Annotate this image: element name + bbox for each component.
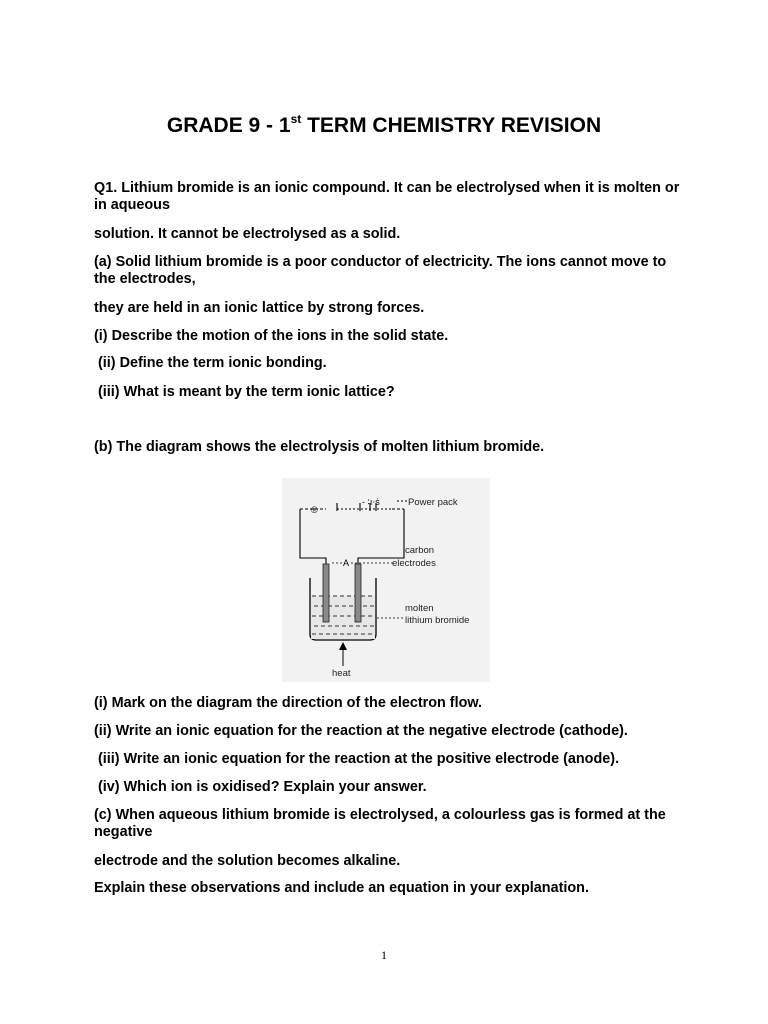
part-a-line-1: (a) Solid lithium bromide is a poor conductor of electricity. The ions cannot move to the electrodes,	[94, 254, 667, 287]
terminal-symbol: ®	[311, 505, 318, 515]
electrodes-label: electrodes	[392, 558, 436, 569]
point-a-label: A	[343, 558, 350, 568]
part-b-intro: (b) The diagram shows the electrolysis of molten lithium bromide.	[94, 439, 545, 455]
part-b-ii: (ii) Write an ionic equation for the reaction at the negative electrode (cathode).	[94, 723, 628, 739]
anode-electrode	[355, 564, 361, 622]
part-c-line-3: Explain these observations and include an equation in your explanation.	[94, 880, 589, 896]
cathode-electrode	[323, 564, 329, 622]
part-b-iii: (iii) Write an ionic equation for the reaction at the positive electrode (anode).	[94, 751, 620, 767]
title-main: GRADE 9 - 1	[166, 114, 291, 137]
heat-label: heat	[332, 668, 351, 679]
title-superscript: st	[290, 112, 302, 126]
part-c-line-1: (c) When aqueous lithium bromide is electrolysed, a colourless gas is formed at the negative	[94, 807, 666, 840]
part-a-ii: (ii) Define the term ionic bonding.	[94, 355, 327, 371]
part-b-iv: (iv) Which ion is oxidised? Explain your answer.	[94, 779, 427, 795]
molten-liquid	[311, 596, 375, 639]
part-a-iii: (iii) What is meant by the term ionic lattice?	[94, 384, 395, 400]
question-intro-line-1: Q1. Lithium bromide is an ionic compound. It can be electrolysed when it is molten or in aqueous	[94, 180, 680, 213]
battery-marks: - ∶ı⋅ṡ	[362, 497, 380, 507]
electrolysis-diagram	[282, 478, 490, 682]
title-rest: TERM CHEMISTRY REVISION	[301, 114, 602, 137]
lithium-bromide-label: lithium bromide	[405, 615, 470, 626]
question-intro-line-2: solution. It cannot be electrolysed as a solid.	[94, 226, 401, 242]
part-c-line-2: electrode and the solution becomes alkaline.	[94, 853, 401, 869]
part-a-line-2: they are held in an ionic lattice by strong forces.	[94, 300, 425, 316]
page-number: 1	[381, 948, 387, 962]
part-b-i: (i) Mark on the diagram the direction of the electron flow.	[94, 695, 483, 711]
molten-label: molten	[405, 603, 434, 614]
carbon-label: carbon	[405, 545, 435, 556]
part-a-i: (i) Describe the motion of the ions in the solid state.	[94, 328, 449, 344]
page-title	[0, 114, 768, 138]
power-pack-label: Power pack	[408, 497, 458, 508]
